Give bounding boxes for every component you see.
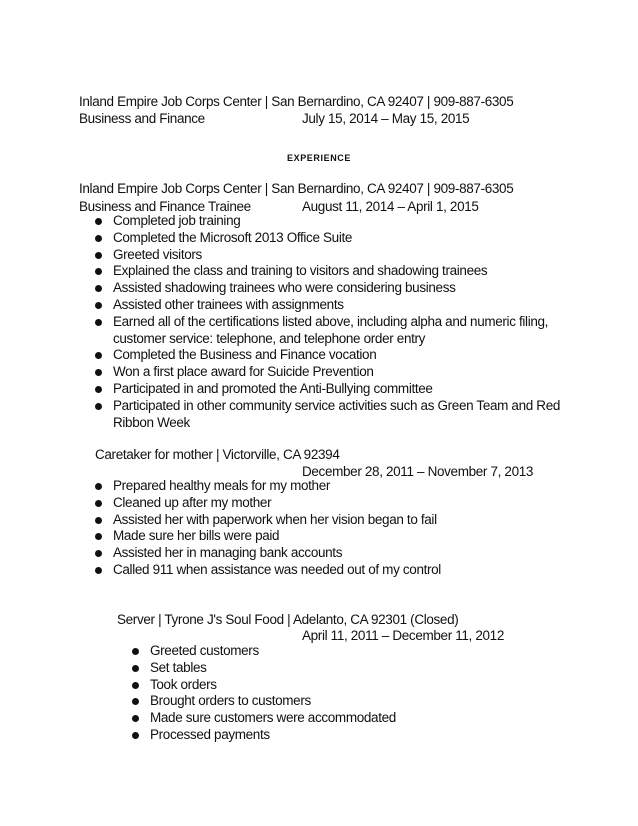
list-item: Greeted customers xyxy=(132,643,396,660)
list-item: Earned all of the certifications listed above, including alpha and numeric filing, customer service: telephone, and telephone order entry xyxy=(95,314,560,348)
bullet-icon xyxy=(95,517,102,524)
list-item: Cleaned up after my mother xyxy=(95,495,441,512)
bullet-icon xyxy=(132,715,139,722)
list-item: Explained the class and training to visitors and shadowing trainees xyxy=(95,263,560,280)
bullet-icon xyxy=(132,648,139,655)
bullet-icon xyxy=(95,268,102,275)
list-item: Made sure her bills were paid xyxy=(95,528,441,545)
bullet-icon xyxy=(95,319,102,326)
bullet-icon xyxy=(132,698,139,705)
list-item: Completed the Business and Finance vocation xyxy=(95,347,560,364)
header-org-line: Inland Empire Job Corps Center | San Bernardino, CA 92407 | 909-887-6305 xyxy=(79,94,514,109)
bullet-icon xyxy=(95,483,102,490)
job2-bullet-list xyxy=(95,478,441,579)
bullet-icon xyxy=(95,285,102,292)
bullet-icon xyxy=(95,235,102,242)
job1-org-line: Inland Empire Job Corps Center | San Bernardino, CA 92407 | 909-887-6305 xyxy=(79,181,514,196)
bullet-icon xyxy=(132,732,139,739)
list-item: Greeted visitors xyxy=(95,247,560,264)
list-item: Assisted her in managing bank accounts xyxy=(95,545,441,562)
list-item-continuation: customer service: telephone, and telephone order entry xyxy=(113,330,426,346)
list-item: Processed payments xyxy=(132,727,396,744)
job2-dates: December 28, 2011 – November 7, 2013 xyxy=(302,464,534,479)
bullet-icon xyxy=(95,252,102,259)
list-item: Completed the Microsoft 2013 Office Suite xyxy=(95,230,560,247)
bullet-icon xyxy=(95,550,102,557)
bullet-icon xyxy=(95,302,102,309)
bullet-icon xyxy=(95,369,102,376)
job3-dates: April 11, 2011 – December 11, 2012 xyxy=(302,628,504,643)
list-item: Completed job training xyxy=(95,213,560,230)
list-item: Brought orders to customers xyxy=(132,693,396,710)
bullet-icon xyxy=(95,533,102,540)
list-item: Participated in other community service activities such as Green Team and Red Ribbon Week xyxy=(95,398,560,432)
bullet-icon xyxy=(95,567,102,574)
bullet-icon xyxy=(132,682,139,689)
list-item: Won a first place award for Suicide Prevention xyxy=(95,364,560,381)
job3-org-line: Server | Tyrone J's Soul Food | Adelanto, CA 92301 (Closed) xyxy=(117,612,459,627)
experience-heading: EXPERIENCE xyxy=(286,153,352,163)
list-item: Participated in and promoted the Anti-Bullying committee xyxy=(95,381,560,398)
job1-title: Business and Finance Trainee xyxy=(79,199,251,214)
list-item: Assisted shadowing trainees who were considering business xyxy=(95,280,560,297)
job1-bullet-list xyxy=(95,213,560,431)
header-dates: July 15, 2014 – May 15, 2015 xyxy=(302,111,470,126)
bullet-icon xyxy=(95,386,102,393)
list-item: Assisted other trainees with assignments xyxy=(95,297,560,314)
list-item: Assisted her with paperwork when her vision began to fail xyxy=(95,512,441,529)
bullet-icon xyxy=(95,403,102,410)
list-item-continuation: Ribbon Week xyxy=(113,414,190,430)
list-item: Set tables xyxy=(132,660,396,677)
job3-bullet-list xyxy=(132,643,396,744)
bullet-icon xyxy=(95,218,102,225)
bullet-icon xyxy=(95,500,102,507)
list-item: Took orders xyxy=(132,677,396,694)
bullet-icon xyxy=(95,352,102,359)
job2-org-line: Caretaker for mother | Victorville, CA 92394 xyxy=(95,447,340,462)
job1-dates: August 11, 2014 – April 1, 2015 xyxy=(302,199,479,214)
bullet-icon xyxy=(132,665,139,672)
list-item: Made sure customers were accommodated xyxy=(132,710,396,727)
header-role: Business and Finance xyxy=(79,111,205,126)
list-item: Prepared healthy meals for my mother xyxy=(95,478,441,495)
list-item: Called 911 when assistance was needed out of my control xyxy=(95,562,441,579)
